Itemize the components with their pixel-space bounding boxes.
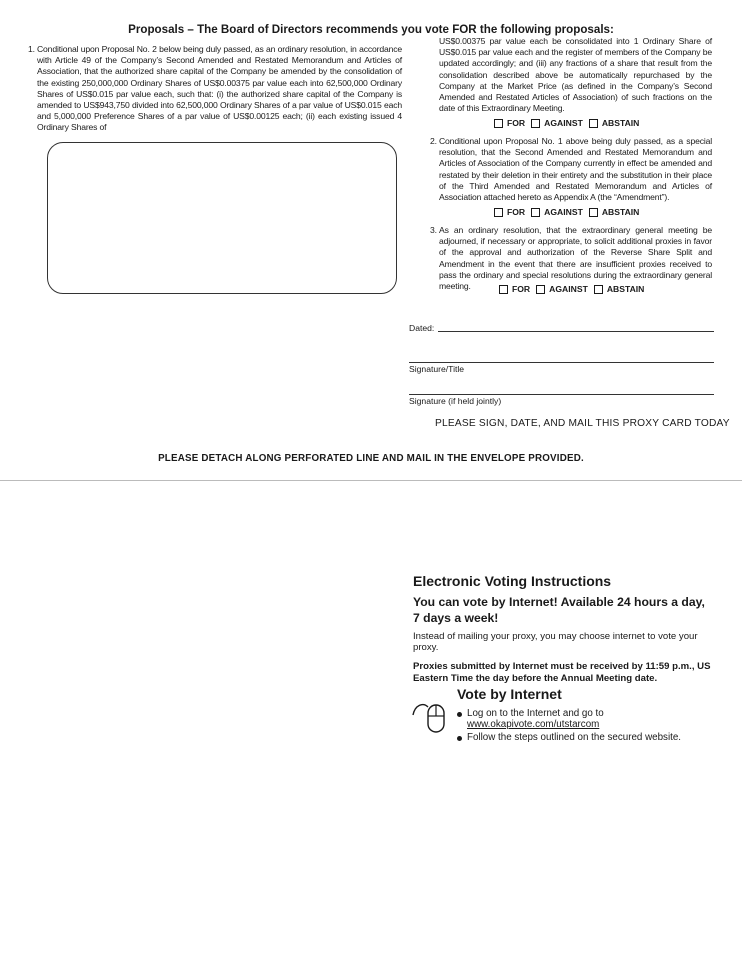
address-box <box>47 142 397 294</box>
for-label: FOR <box>512 284 531 294</box>
proposal-2-number: 2. <box>430 136 437 146</box>
sign-instruction: PLEASE SIGN, DATE, AND MAIL THIS PROXY CARD TODAY <box>435 418 730 429</box>
proposal-1-continuation: US$0.00375 par value each be consolidated into 1 Ordinary Share of US$0.015 par value each and the register of members of the Company be updated accordingly; and (iii) any fractions of a share that result from the consolidation described above be automatically repurchased by the Company at the Market Price (as defined in the Company’s Second Amended and Restated Articles of Association) of such fractions on the date of this Extraordinary Meeting. <box>439 36 712 114</box>
proposal-1-number: 1. <box>28 44 35 54</box>
against-label: AGAINST <box>544 207 583 217</box>
bullet-icon <box>457 736 462 741</box>
step-1 <box>457 709 604 730</box>
proposal-1-against-checkbox[interactable] <box>531 119 540 128</box>
proposal-1-for-checkbox[interactable] <box>494 119 503 128</box>
proposals-header: Proposals – The Board of Directors recommends you vote FOR the following proposals: <box>128 23 614 36</box>
proposal-3 <box>430 225 712 292</box>
proposal-3-number: 3. <box>430 225 437 235</box>
proposal-2-for-checkbox[interactable] <box>494 208 503 217</box>
signature-title-line[interactable] <box>409 362 714 363</box>
step-1-text: Log on to the Internet and go to <box>467 708 604 719</box>
against-label: AGAINST <box>544 118 583 128</box>
proposal-3-against-checkbox[interactable] <box>536 285 545 294</box>
proposal-1-vote-row <box>494 118 639 128</box>
perforated-line <box>0 480 742 481</box>
for-label: FOR <box>507 118 526 128</box>
proposal-1-text: Conditional upon Proposal No. 2 below being duly passed, as an ordinary resolution, in accordance with Article 49 of the Company’s Second Amended and Restated Memorandum and Articles of Association, that the authorized share capital of the Company be amended by the consolidation of the existing 250,000,000 Ordinary Shares of US$0.00375 par value each into 62,500,000 Ordinary Shares of US$0.015 par value each, such that: (i) the authorized share capital of the Company is amended to US$943,750 divided into 62,500,000 Ordinary Shares of a par value of US$0.015 each and 5,000,000 Preference Shares of a par value of US$0.00125 each; (ii) each existing issued 4 Ordinary Shares of <box>37 44 402 133</box>
signature-joint-line[interactable] <box>409 394 714 395</box>
abstain-label: ABSTAIN <box>601 118 640 128</box>
proposal-3-abstain-checkbox[interactable] <box>594 285 603 294</box>
dated-label: Dated: <box>409 323 435 333</box>
abstain-label: ABSTAIN <box>601 207 640 217</box>
abstain-label: ABSTAIN <box>606 284 645 294</box>
bullet-icon <box>457 712 462 717</box>
proposal-3-for-checkbox[interactable] <box>499 285 508 294</box>
proposal-2-against-checkbox[interactable] <box>531 208 540 217</box>
proposal-2-vote-row <box>494 207 639 217</box>
proposal-1-abstain-checkbox[interactable] <box>589 119 598 128</box>
electronic-voting-subtitle: You can vote by Internet! Available 24 hours a day, 7 days a week! <box>413 595 705 625</box>
proposal-3-text: As an ordinary resolution, that the extraordinary general meeting be adjourned, if necessary or appropriate, to solicit additional proxies in favor of the approval and authorization of the Reverse Share Split and Amendment in the event that there are insufficient proxies received to pass the ordinary and special resolutions during the extraordinary general meeting. <box>439 225 712 292</box>
signature-title-label: Signature/Title <box>409 364 465 374</box>
proposal-2-text: Conditional upon Proposal No. 1 above being duly passed, as a special resolution, that the Second Amended and Restated Memorandum and Articles of Association of the Company currently in effect be amended and restated by their deletion in their entirety and the substitution in their place of the Third Amended and Restated Memorandum and Articles of Association attached hereto as Appendix A (the “Amendment”). <box>439 136 712 203</box>
proposal-1 <box>28 44 402 134</box>
proposal-3-vote-row <box>499 284 644 294</box>
step-2 <box>457 733 681 744</box>
okapivote-link[interactable]: www.okapivote.com/utstarcom <box>467 718 600 730</box>
dated-line[interactable] <box>438 331 714 332</box>
signature-joint-label: Signature (if held jointly) <box>409 396 502 406</box>
electronic-voting-deadline: Proxies submitted by Internet must be received by 11:59 p.m., US Eastern Time the day before the Annual Meeting date. <box>413 661 711 684</box>
electronic-voting-title: Electronic Voting Instructions <box>413 573 612 589</box>
proposal-2-abstain-checkbox[interactable] <box>589 208 598 217</box>
for-label: FOR <box>507 207 526 217</box>
step-2-text: Follow the steps outlined on the secured website. <box>467 732 682 743</box>
electronic-voting-paragraph: Instead of mailing your proxy, you may choose internet to vote your proxy. <box>413 631 698 653</box>
proposal-2 <box>430 136 712 203</box>
against-label: AGAINST <box>549 284 588 294</box>
mouse-icon <box>411 699 447 735</box>
detach-instruction: PLEASE DETACH ALONG PERFORATED LINE AND MAIL IN THE ENVELOPE PROVIDED. <box>158 453 584 464</box>
vote-by-internet-heading: Vote by Internet <box>457 686 562 702</box>
